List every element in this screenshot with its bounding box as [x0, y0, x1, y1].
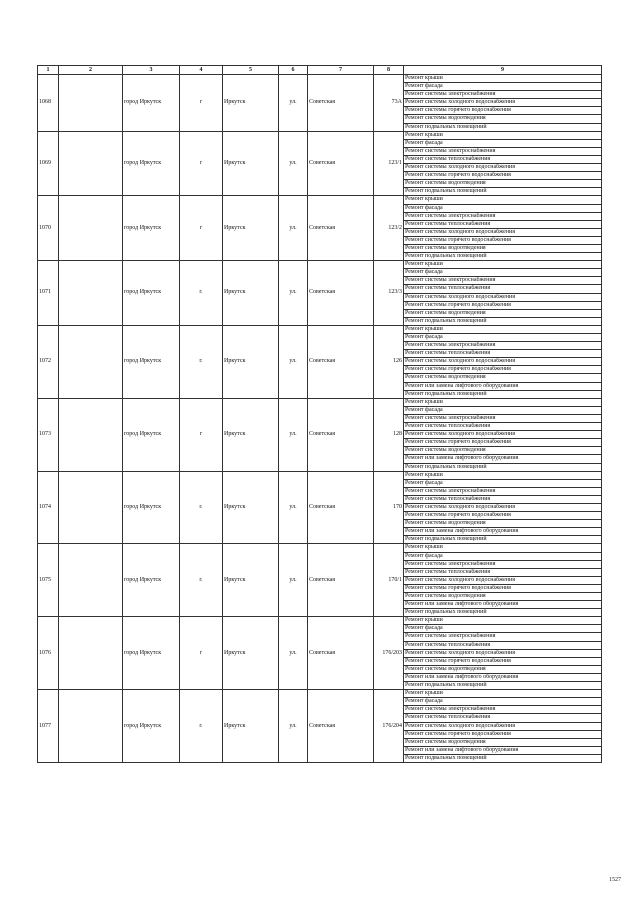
work-item: Ремонт фасада	[404, 83, 601, 91]
work-item: Ремонт системы холодного водоснабжения	[404, 358, 601, 366]
street-name: Советская	[308, 325, 374, 398]
work-item: Ремонт системы теплоснабжения	[404, 569, 601, 577]
work-item: Ремонт подвальных помещений	[405, 682, 487, 689]
row-col2	[59, 617, 123, 690]
work-item: Ремонт крыши	[404, 196, 601, 204]
row-number: 1072	[38, 325, 59, 398]
work-item: Ремонт системы горячего водоснабжения	[404, 107, 601, 115]
work-item: Ремонт крыши	[404, 261, 601, 269]
city-name: Иркутск	[223, 617, 279, 690]
settlement-name: город Иркутск	[123, 75, 180, 132]
column-header-1: 1	[38, 66, 59, 75]
works-list	[404, 690, 602, 763]
work-item: Ремонт системы электроснабжения	[404, 633, 601, 641]
table-row	[38, 261, 602, 326]
house-number: 176/204	[374, 690, 404, 763]
work-item: Ремонт системы теплоснабжения	[404, 496, 601, 504]
street-name: Советская	[308, 617, 374, 690]
work-item: Ремонт или замена лифтового оборудования	[404, 674, 601, 682]
column-header-9: 9	[404, 66, 602, 75]
city-name: Иркутск	[223, 690, 279, 763]
column-header-2: 2	[59, 66, 123, 75]
work-item: Ремонт фасада	[404, 205, 601, 213]
work-item: Ремонт системы горячего водоснабжения	[404, 585, 601, 593]
table-row	[38, 690, 602, 763]
page-number: 1527	[609, 877, 621, 883]
work-item: Ремонт системы горячего водоснабжения	[404, 731, 601, 739]
row-col2	[59, 471, 123, 544]
work-item: Ремонт системы водоотведения	[404, 310, 601, 318]
street-name: Советская	[308, 131, 374, 196]
work-item: Ремонт системы холодного водоснабжения	[404, 229, 601, 237]
work-item: Ремонт системы холодного водоснабжения	[404, 431, 601, 439]
work-item: Ремонт фасада	[404, 625, 601, 633]
work-item: Ремонт системы водоотведения	[404, 374, 601, 382]
work-item: Ремонт системы водоотведения	[404, 245, 601, 253]
settlement-name: город Иркутск	[123, 471, 180, 544]
work-item: Ремонт системы горячего водоснабжения	[404, 512, 601, 520]
street-type: ул.	[279, 617, 308, 690]
row-col2	[59, 131, 123, 196]
settlement-type: г.	[180, 690, 223, 763]
work-item: Ремонт или замена лифтового оборудования	[404, 601, 601, 609]
row-col2	[59, 75, 123, 132]
city-name: Иркутск	[223, 196, 279, 261]
street-name: Советская	[308, 544, 374, 617]
work-item: Ремонт системы водоотведения	[404, 520, 601, 528]
settlement-name: город Иркутск	[123, 617, 180, 690]
works-list	[404, 471, 602, 544]
street-name: Советская	[308, 398, 374, 471]
row-number: 1077	[38, 690, 59, 763]
work-item: Ремонт системы холодного водоснабжения	[404, 723, 601, 731]
work-item: Ремонт системы горячего водоснабжения	[404, 658, 601, 666]
work-item: Ремонт крыши	[404, 75, 601, 83]
street-type: ул.	[279, 690, 308, 763]
work-item: Ремонт системы горячего водоснабжения	[404, 172, 601, 180]
row-col2	[59, 544, 123, 617]
work-item: Ремонт фасада	[404, 553, 601, 561]
street-name: Советская	[308, 471, 374, 544]
work-item: Ремонт системы водоотведения	[404, 447, 601, 455]
work-item: Ремонт системы холодного водоснабжения	[404, 650, 601, 658]
settlement-type: г	[180, 398, 223, 471]
work-item: Ремонт фасада	[404, 140, 601, 148]
settlement-name: город Иркутск	[123, 131, 180, 196]
row-number: 1074	[38, 471, 59, 544]
row-col2	[59, 398, 123, 471]
settlement-type: г.	[180, 325, 223, 398]
work-item: Ремонт крыши	[404, 690, 601, 698]
work-item: Ремонт подвальных помещений	[405, 390, 487, 397]
house-number: 176/203	[374, 617, 404, 690]
column-header-3: 3	[123, 66, 180, 75]
work-item: Ремонт системы теплоснабжения	[404, 285, 601, 293]
settlement-name: город Иркутск	[123, 544, 180, 617]
work-item: Ремонт фасада	[404, 334, 601, 342]
settlement-name: город Иркутск	[123, 398, 180, 471]
work-item: Ремонт системы теплоснабжения	[404, 221, 601, 229]
column-header-5: 5	[223, 66, 279, 75]
street-type: ул.	[279, 261, 308, 326]
table-body	[38, 75, 602, 763]
house-number: 123/2	[374, 196, 404, 261]
street-name: Советская	[308, 261, 374, 326]
house-number: 123/3	[374, 261, 404, 326]
work-item: Ремонт системы теплоснабжения	[404, 714, 601, 722]
house-number: 73А	[374, 75, 404, 132]
works-list	[404, 325, 602, 398]
work-item: Ремонт системы горячего водоснабжения	[404, 302, 601, 310]
work-item: Ремонт подвальных помещений	[405, 317, 487, 324]
work-item: Ремонт системы теплоснабжения	[404, 642, 601, 650]
work-item: Ремонт системы электроснабжения	[404, 213, 601, 221]
column-header-6: 6	[279, 66, 308, 75]
street-name: Советская	[308, 75, 374, 132]
work-item: Ремонт системы холодного водоснабжения	[404, 164, 601, 172]
city-name: Иркутск	[223, 325, 279, 398]
work-item: Ремонт системы электроснабжения	[404, 277, 601, 285]
work-item: Ремонт крыши	[404, 132, 601, 140]
settlement-type: г.	[180, 544, 223, 617]
table-header	[38, 66, 602, 75]
row-col2	[59, 196, 123, 261]
work-item: Ремонт системы электроснабжения	[404, 91, 601, 99]
settlement-type: г	[180, 75, 223, 132]
work-item: Ремонт системы холодного водоснабжения	[404, 504, 601, 512]
table-row	[38, 75, 602, 132]
work-item: Ремонт крыши	[404, 326, 601, 334]
row-number: 1076	[38, 617, 59, 690]
city-name: Иркутск	[223, 261, 279, 326]
row-col2	[59, 325, 123, 398]
table-row	[38, 617, 602, 690]
street-name: Советская	[308, 690, 374, 763]
work-item: Ремонт системы горячего водоснабжения	[404, 237, 601, 245]
work-item: Ремонт системы электроснабжения	[404, 342, 601, 350]
city-name: Иркутск	[223, 398, 279, 471]
street-type: ул.	[279, 398, 308, 471]
work-item: Ремонт подвальных помещений	[405, 536, 487, 543]
street-type: ул.	[279, 131, 308, 196]
work-item: Ремонт подвальных помещений	[405, 463, 487, 470]
work-item: Ремонт подвальных помещений	[405, 253, 487, 260]
settlement-type: г.	[180, 471, 223, 544]
settlement-type: г	[180, 196, 223, 261]
work-item: Ремонт или замена лифтового оборудования	[404, 747, 601, 755]
row-number: 1070	[38, 196, 59, 261]
settlement-name: город Иркутск	[123, 196, 180, 261]
city-name: Иркутск	[223, 75, 279, 132]
row-number: 1068	[38, 75, 59, 132]
work-item: Ремонт или замена лифтового оборудования	[404, 528, 601, 536]
work-item: Ремонт системы горячего водоснабжения	[404, 439, 601, 447]
settlement-type: г.	[180, 261, 223, 326]
work-item: Ремонт системы горячего водоснабжения	[404, 366, 601, 374]
works-list	[404, 617, 602, 690]
work-item: Ремонт системы холодного водоснабжения	[404, 99, 601, 107]
work-item: Ремонт системы теплоснабжения	[404, 423, 601, 431]
work-item: Ремонт системы электроснабжения	[404, 488, 601, 496]
city-name: Иркутск	[223, 131, 279, 196]
work-item: Ремонт системы холодного водоснабжения	[404, 294, 601, 302]
column-header-4: 4	[180, 66, 223, 75]
works-list	[404, 75, 602, 132]
works-list	[404, 131, 602, 196]
table-row	[38, 131, 602, 196]
work-item: Ремонт фасада	[404, 698, 601, 706]
column-header-7: 7	[308, 66, 374, 75]
work-item: Ремонт системы электроснабжения	[404, 561, 601, 569]
work-item: Ремонт системы водоотведения	[404, 666, 601, 674]
street-type: ул.	[279, 196, 308, 261]
city-name: Иркутск	[223, 544, 279, 617]
works-list	[404, 398, 602, 471]
work-item: Ремонт фасада	[404, 269, 601, 277]
settlement-type: г	[180, 617, 223, 690]
column-header-8: 8	[374, 66, 404, 75]
work-item: Ремонт подвальных помещений	[405, 609, 487, 616]
work-item: Ремонт крыши	[404, 617, 601, 625]
work-item: Ремонт крыши	[404, 544, 601, 552]
table-row	[38, 325, 602, 398]
work-item: Ремонт системы электроснабжения	[404, 148, 601, 156]
work-item: Ремонт или замена лифтового оборудования	[404, 383, 601, 391]
settlement-name: город Иркутск	[123, 690, 180, 763]
work-item: Ремонт системы холодного водоснабжения	[404, 577, 601, 585]
row-number: 1075	[38, 544, 59, 617]
table-row	[38, 544, 602, 617]
work-item: Ремонт системы водоотведения	[404, 115, 601, 123]
house-number: 128	[374, 398, 404, 471]
work-item: Ремонт системы водоотведения	[404, 180, 601, 188]
settlement-type: г	[180, 131, 223, 196]
settlement-name: город Иркутск	[123, 261, 180, 326]
repair-program-table	[37, 65, 602, 763]
work-item: Ремонт или замена лифтового оборудования	[404, 455, 601, 463]
row-number: 1073	[38, 398, 59, 471]
header-row	[38, 66, 602, 75]
work-item: Ремонт крыши	[404, 399, 601, 407]
city-name: Иркутск	[223, 471, 279, 544]
work-item: Ремонт системы электроснабжения	[404, 706, 601, 714]
house-number: 123/1	[374, 131, 404, 196]
settlement-name: город Иркутск	[123, 325, 180, 398]
work-item: Ремонт системы водоотведения	[404, 593, 601, 601]
work-item: Ремонт системы теплоснабжения	[404, 350, 601, 358]
work-item: Ремонт фасада	[404, 407, 601, 415]
house-number: 126	[374, 325, 404, 398]
table-row	[38, 398, 602, 471]
work-item: Ремонт фасада	[404, 480, 601, 488]
work-item: Ремонт системы теплоснабжения	[404, 156, 601, 164]
table-row	[38, 196, 602, 261]
street-name: Советская	[308, 196, 374, 261]
work-item: Ремонт системы электроснабжения	[404, 415, 601, 423]
works-list	[404, 196, 602, 261]
table-row	[38, 471, 602, 544]
street-type: ул.	[279, 75, 308, 132]
works-list	[404, 261, 602, 326]
work-item: Ремонт подвальных помещений	[405, 123, 487, 130]
work-item: Ремонт крыши	[404, 472, 601, 480]
street-type: ул.	[279, 471, 308, 544]
street-type: ул.	[279, 544, 308, 617]
work-item: Ремонт подвальных помещений	[405, 754, 487, 761]
house-number: 170	[374, 471, 404, 544]
row-number: 1071	[38, 261, 59, 326]
work-item: Ремонт системы водоотведения	[404, 739, 601, 747]
row-number: 1069	[38, 131, 59, 196]
house-number: 170/1	[374, 544, 404, 617]
work-item: Ремонт подвальных помещений	[405, 188, 487, 195]
row-col2	[59, 690, 123, 763]
street-type: ул.	[279, 325, 308, 398]
works-list	[404, 544, 602, 617]
row-col2	[59, 261, 123, 326]
